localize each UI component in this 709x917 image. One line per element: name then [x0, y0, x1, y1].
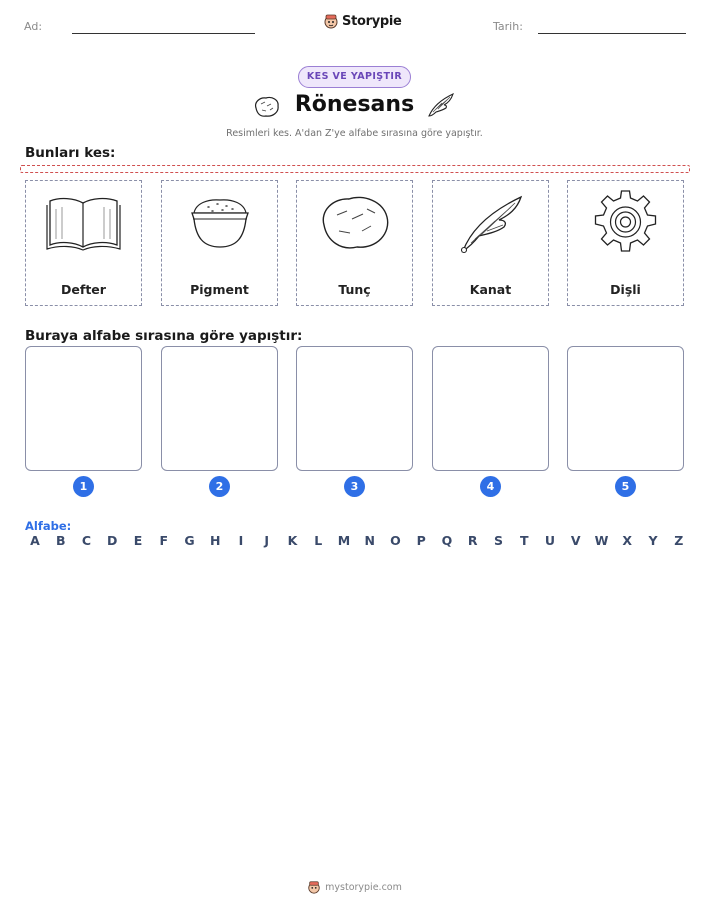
alphabet-letter: T	[519, 533, 529, 548]
paste-slot-2[interactable]	[161, 346, 278, 471]
activity-badge: KES VE YAPIŞTIR	[298, 66, 411, 88]
storypie-mascot-icon	[323, 13, 339, 29]
slot-number-5: 5	[615, 476, 636, 497]
slot-number-2: 2	[209, 476, 230, 497]
date-line[interactable]	[538, 33, 686, 34]
instructions: Resimleri kes. A'dan Z'ye alfabe sırasına göre yapıştır.	[226, 128, 483, 139]
paste-section-label: Buraya alfabe sırasına göre yapıştır:	[25, 328, 303, 344]
paste-slot-1[interactable]	[25, 346, 142, 471]
card-label: Kanat	[469, 282, 512, 297]
logo-text: Storypie	[342, 13, 402, 29]
alphabet-letter: B	[55, 533, 66, 548]
alphabet-letter: H	[210, 533, 221, 548]
storypie-logo	[323, 13, 402, 29]
slot-number-1: 1	[73, 476, 94, 497]
wing-icon	[426, 91, 456, 119]
page-title: Rönesans	[294, 92, 415, 117]
name-label: Ad:	[24, 20, 43, 33]
storypie-mascot-icon	[307, 880, 321, 894]
alphabet-label: Alfabe:	[25, 519, 72, 533]
footer-url[interactable]: mystorypie.com	[325, 881, 402, 893]
paste-slot-3[interactable]	[296, 346, 413, 471]
alphabet-letter: V	[570, 533, 581, 548]
cut-card-kanat[interactable]	[432, 180, 549, 306]
alphabet-letter: E	[133, 533, 143, 548]
card-label: Pigment	[190, 282, 249, 297]
cut-line	[20, 165, 690, 173]
gear-icon	[568, 187, 683, 257]
alphabet-letter: L	[314, 533, 323, 548]
alphabet-letter: K	[287, 533, 298, 548]
alphabet-letter: G	[184, 533, 195, 548]
alphabet-letter: J	[264, 533, 270, 548]
alphabet-letter: N	[364, 533, 375, 548]
cut-card-defter[interactable]	[25, 180, 142, 306]
paste-slot-4[interactable]	[432, 346, 549, 471]
slot-number-3: 3	[344, 476, 365, 497]
alphabet-letter: C	[81, 533, 92, 548]
alphabet-letter: A	[30, 533, 40, 548]
slot-number-4: 4	[480, 476, 501, 497]
wing-icon	[433, 187, 548, 257]
book-icon	[26, 187, 141, 257]
cut-card-pigment[interactable]	[161, 180, 278, 306]
alphabet-letter: P	[416, 533, 426, 548]
cut-section-label: Bunları kes:	[25, 145, 116, 161]
paste-slot-5[interactable]	[567, 346, 684, 471]
footer	[0, 880, 709, 894]
bronze-rock-icon	[297, 187, 412, 257]
alphabet-letter: Z	[674, 533, 684, 548]
alphabet-letter: Q	[441, 533, 453, 548]
alphabet-letter: D	[107, 533, 118, 548]
alphabet-letter: I	[238, 533, 244, 548]
card-label: Tunç	[338, 282, 371, 297]
alphabet-letter: R	[467, 533, 478, 548]
card-label: Defter	[61, 282, 106, 297]
alphabet-row	[27, 533, 687, 548]
alphabet-letter: S	[493, 533, 503, 548]
alphabet-letter: M	[337, 533, 351, 548]
pigment-bowl-icon	[162, 187, 277, 257]
alphabet-letter: F	[159, 533, 169, 548]
alphabet-letter: W	[594, 533, 609, 548]
alphabet-letter: O	[390, 533, 401, 548]
cut-card-tunc[interactable]	[296, 180, 413, 306]
cut-card-disli[interactable]	[567, 180, 684, 306]
card-label: Dişli	[610, 282, 641, 297]
alphabet-letter: X	[622, 533, 633, 548]
alphabet-letter: U	[544, 533, 556, 548]
name-line[interactable]	[72, 33, 255, 34]
date-label: Tarih:	[493, 20, 523, 33]
alphabet-letter: Y	[648, 533, 658, 548]
